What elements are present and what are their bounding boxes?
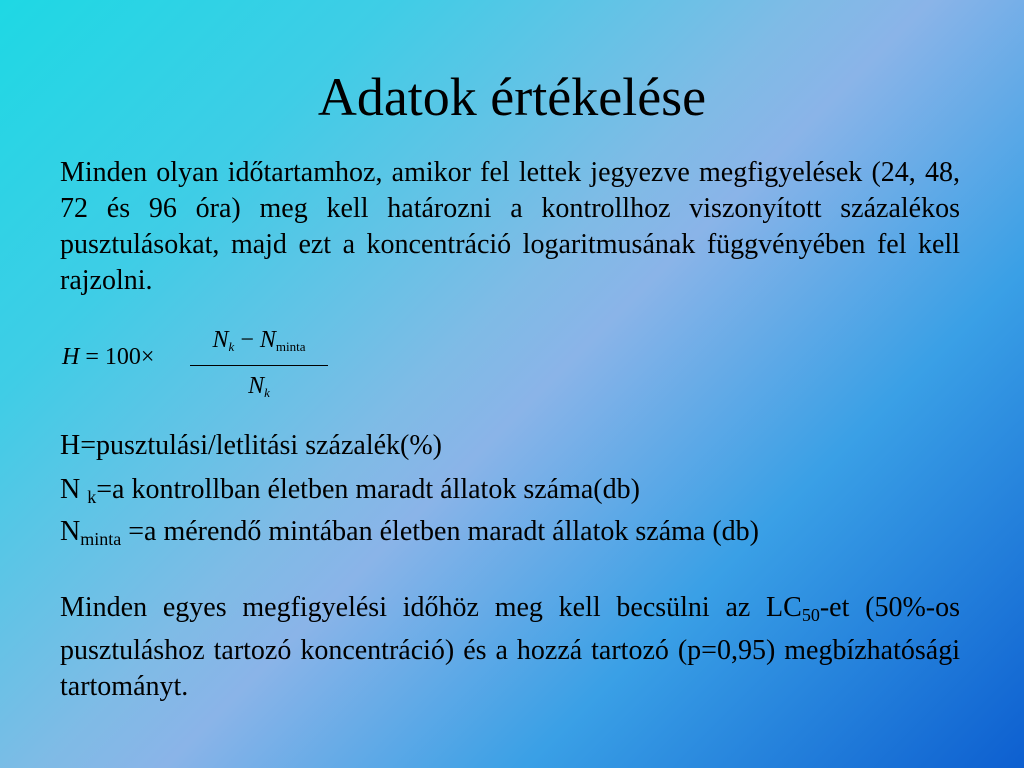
- nminta-symbol: N: [60, 516, 81, 547]
- percent-mortality-formula: [62, 322, 362, 402]
- nk-symbol: N: [60, 474, 88, 505]
- formula-h: H: [62, 344, 80, 370]
- formula-fraction: [190, 322, 328, 411]
- formula-factor: = 100×: [79, 344, 155, 370]
- formula-nk-sub: k: [228, 339, 235, 354]
- formula-nminta: N: [259, 327, 276, 353]
- definition-nk: [60, 472, 640, 515]
- formula-minus: −: [234, 327, 260, 353]
- formula-denominator: [190, 368, 328, 411]
- lc50-subscript: 50: [801, 605, 820, 625]
- lc50-paragraph: [60, 590, 960, 705]
- definition-h: H=pusztulási/letlitási százalék(%): [60, 430, 442, 461]
- nminta-subscript: minta: [80, 529, 122, 549]
- nk-description: =a kontrollban életben maradt állatok száma(db): [96, 474, 640, 505]
- definition-nminta: [60, 514, 759, 557]
- fraction-bar: [190, 365, 328, 366]
- nminta-description: =a mérendő mintában életben maradt állatok száma (db): [121, 516, 759, 547]
- formula-lhs: [62, 344, 154, 371]
- intro-paragraph: Minden olyan időtartamhoz, amikor fel lettek jegyezve megfigyelések (24, 48, 72 és 96 óra) meg kell határozni a kontrollhoz viszonyított százalékos pusztulásokat, majd ezt a koncentráció logaritmusának függvényében fel kell rajzolni.: [60, 157, 960, 296]
- slide-title: Adatok értékelése: [317, 67, 707, 127]
- formula-nk: N: [212, 327, 229, 353]
- lc50-text-a: Minden egyes megfigyelési időhöz meg kell becsülni az LC: [60, 592, 802, 623]
- formula-numerator: [190, 322, 328, 365]
- formula-den-sub: k: [264, 385, 270, 400]
- formula-nminta-sub: minta: [275, 339, 306, 354]
- formula-den-n: N: [248, 373, 265, 399]
- nk-subscript: k: [87, 487, 97, 507]
- lc50-text-b: -et (50%-os pusztuláshoz tartozó koncentráció) és a hozzá tartozó (p=0,95) megbízhatósági tartományt.: [60, 592, 960, 702]
